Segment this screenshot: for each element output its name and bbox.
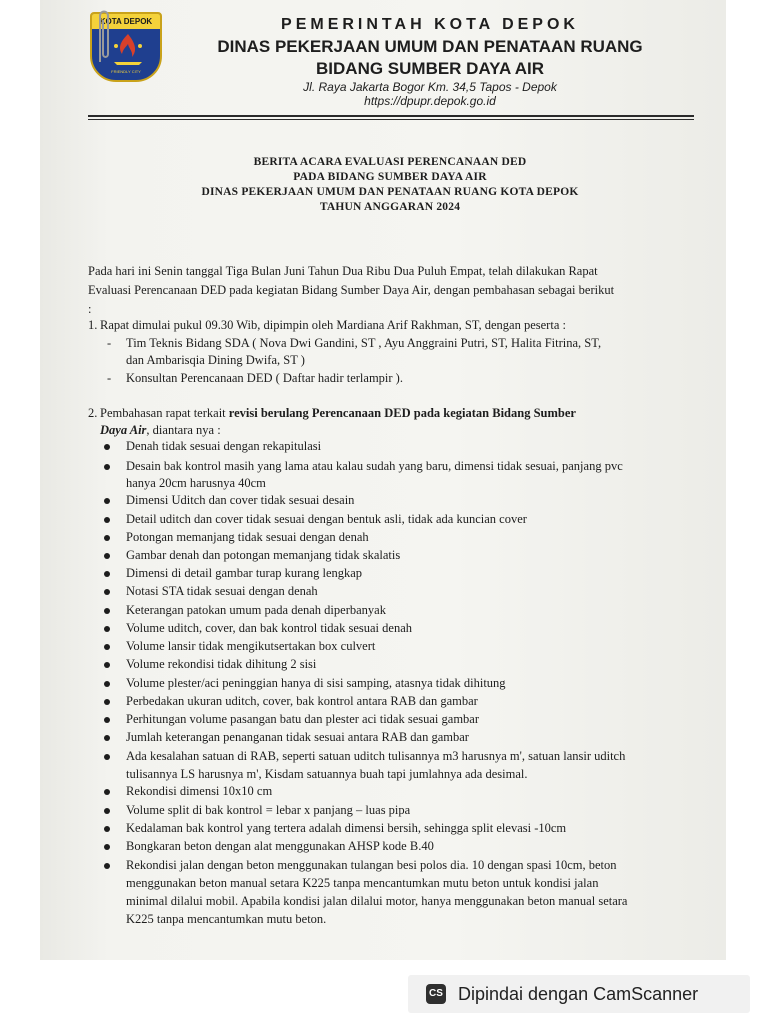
bullet-icon: [104, 535, 110, 541]
camscanner-label: Dipindai dengan CamScanner: [458, 984, 699, 1004]
bullet-icon: [104, 789, 110, 795]
list-item: Perbedakan ukuran uditch, cover, bak kontrol antara RAB dan gambar: [126, 694, 478, 708]
section-2-number: 2.: [88, 406, 98, 420]
bullet-icon: [104, 444, 110, 450]
letterhead-rule-thick: [88, 115, 694, 117]
intro-line: :: [88, 302, 92, 316]
list-item: Perhitungan volume pasangan batu dan plester aci tidak sesuai gambar: [126, 712, 480, 726]
camscanner-icon: CS: [426, 984, 446, 1004]
list-item: Dimensi Uditch dan cover tidak sesuai desain: [126, 493, 355, 507]
scanned-document-page: [40, 0, 726, 960]
letterhead-rule-thin: [88, 119, 694, 120]
list-item: Detail uditch dan cover tidak sesuai dengan bentuk asli, tidak ada kuncian cover: [126, 512, 527, 526]
section-1-number: 1.: [88, 318, 98, 332]
title-line: DINAS PEKERJAAN UMUM DAN PENATAAN RUANG KOTA DEPOK: [201, 186, 579, 198]
camscanner-watermark: [408, 975, 750, 1013]
list-item: Rekondisi dimensi 10x10 cm: [126, 784, 273, 798]
list-item: minimal dilalui mobil. Apabila kondisi jalan dilalui motor, hanya menggunakan beton manual setara: [126, 894, 628, 908]
list-item: Notasi STA tidak sesuai dengan denah: [126, 584, 318, 598]
bullet-icon: [104, 754, 110, 760]
bullet-icon: [104, 589, 110, 595]
list-item: Rekondisi jalan dengan beton menggunakan tulangan besi polos dia. 10 dengan spasi 10cm, beton: [126, 858, 617, 872]
letterhead-website: https://dpupr.depok.go.id: [364, 94, 496, 108]
section-2-text-a: Pembahasan rapat terkait: [100, 406, 229, 420]
list-item: Volume plester/aci peninggian hanya di sisi samping, atasnya tidak dihitung: [126, 676, 506, 690]
bullet-icon: [104, 699, 110, 705]
participant-dash: -: [107, 336, 112, 350]
bullet-icon: [104, 844, 110, 850]
section-2-text-c: Daya Air: [100, 423, 147, 437]
list-item: hanya 20cm harusnya 40cm: [126, 476, 266, 490]
title-line: PADA BIDANG SUMBER DAYA AIR: [293, 171, 487, 183]
list-item: Jumlah keterangan penanganan tidak sesuai antara RAB dan gambar: [126, 730, 469, 744]
list-item: Volume rekondisi tidak dihitung 2 sisi: [126, 657, 317, 671]
list-item: Gambar denah dan potongan memanjang tidak skalatis: [126, 548, 401, 562]
list-item: Volume split di bak kontrol = lebar x panjang – luas pipa: [126, 803, 411, 817]
participant-line: Konsultan Perencanaan DED ( Daftar hadir terlampir ).: [126, 371, 403, 385]
intro-line: Pada hari ini Senin tanggal Tiga Bulan Juni Tahun Dua Ribu Dua Puluh Empat, telah dilakukan Rapat: [88, 264, 598, 278]
logo-motto: FRIENDLY CITY: [111, 69, 141, 74]
section-1-text: Rapat dimulai pukul 09.30 Wib, dipimpin oleh Mardiana Arif Rakhman, ST, dengan peserta :: [100, 318, 566, 332]
list-item: tulisannya LS harusnya m', Kisdam satuannya buah tapi jumlahnya ada desimal.: [126, 767, 528, 781]
bullet-icon: [104, 863, 110, 869]
bullet-icon: [104, 717, 110, 723]
list-item: K225 tanpa mencantumkan mutu beton.: [126, 912, 327, 926]
bullet-icon: [104, 644, 110, 650]
list-item: Desain bak kontrol masih yang lama atau kalau sudah yang baru, dimensi tidak sesuai, panjang pvc: [126, 459, 623, 473]
list-item: Dimensi di detail gambar turap kurang lengkap: [126, 566, 363, 580]
list-item: Keterangan patokan umum pada denah diperbanyak: [126, 603, 386, 617]
list-item: Kedalaman bak kontrol yang tertera adalah dimensi bersih, sehingga split elevasi -10cm: [126, 821, 567, 835]
list-item: Volume uditch, cover, dan bak kontrol tidak sesuai denah: [126, 621, 413, 635]
list-item: menggunakan beton manual setara K225 tanpa mencantumkan mutu beton untuk kondisi jalan: [126, 876, 599, 890]
letterhead: [170, 15, 690, 108]
intro-paragraph: [88, 262, 676, 319]
bullet-icon: [104, 735, 110, 741]
participant-line: Tim Teknis Bidang SDA ( Nova Dwi Gandini, ST , Ayu Anggraini Putri, ST, Halita Fitrina, ST,: [126, 336, 602, 350]
letterhead-division: BIDANG SUMBER DAYA AIR: [316, 59, 544, 78]
paper-clip-icon: [92, 6, 116, 66]
list-item: Potongan memanjang tidak sesuai dengan denah: [126, 530, 369, 544]
participant-line: dan Ambarisqia Dining Dwifa, ST ): [126, 353, 305, 367]
section-2-text-d: , diantara nya :: [146, 423, 221, 437]
bullet-icon: [104, 826, 110, 832]
bullet-icon: [104, 662, 110, 668]
bullet-icon: [104, 626, 110, 632]
bullet-icon: [104, 571, 110, 577]
list-item: Ada kesalahan satuan di RAB, seperti satuan uditch tulisannya m3 harusnya m', satuan lansir uditch: [126, 749, 626, 763]
section-2-heading: [100, 404, 576, 422]
list-item: Denah tidak sesuai dengan rekapitulasi: [126, 439, 322, 453]
title-line: BERITA ACARA EVALUASI PERENCANAAN DED: [253, 156, 527, 168]
bullet-icon: [104, 681, 110, 687]
bullet-icon: [104, 608, 110, 614]
bullet-icon: [104, 464, 110, 470]
letterhead-address: Jl. Raya Jakarta Bogor Km. 34,5 Tapos - Depok: [303, 80, 557, 94]
bullet-icon: [104, 553, 110, 559]
letterhead-government: PEMERINTAH KOTA DEPOK: [281, 16, 579, 33]
bullet-icon: [104, 517, 110, 523]
letterhead-department: DINAS PEKERJAAN UMUM DAN PENATAAN RUANG: [217, 37, 643, 56]
document-title: [160, 155, 620, 215]
title-line: TAHUN ANGGARAN 2024: [319, 201, 461, 213]
bullet-icon: [104, 498, 110, 504]
intro-line: Evaluasi Perencanaan DED pada kegiatan Bidang Sumber Daya Air, dengan pembahasan sebagai berikut: [88, 283, 615, 297]
list-item: Volume lansir tidak mengikutsertakan box culvert: [126, 639, 376, 653]
section-2-text-b: revisi berulang Perencanaan DED pada kegiatan Bidang Sumber: [228, 406, 576, 420]
bullet-icon: [104, 808, 110, 814]
list-item: Bongkaran beton dengan alat menggunakan AHSP kode B.40: [126, 839, 434, 853]
participant-dash: -: [107, 371, 112, 385]
logo-text: KOTA DEPOK: [92, 14, 160, 29]
